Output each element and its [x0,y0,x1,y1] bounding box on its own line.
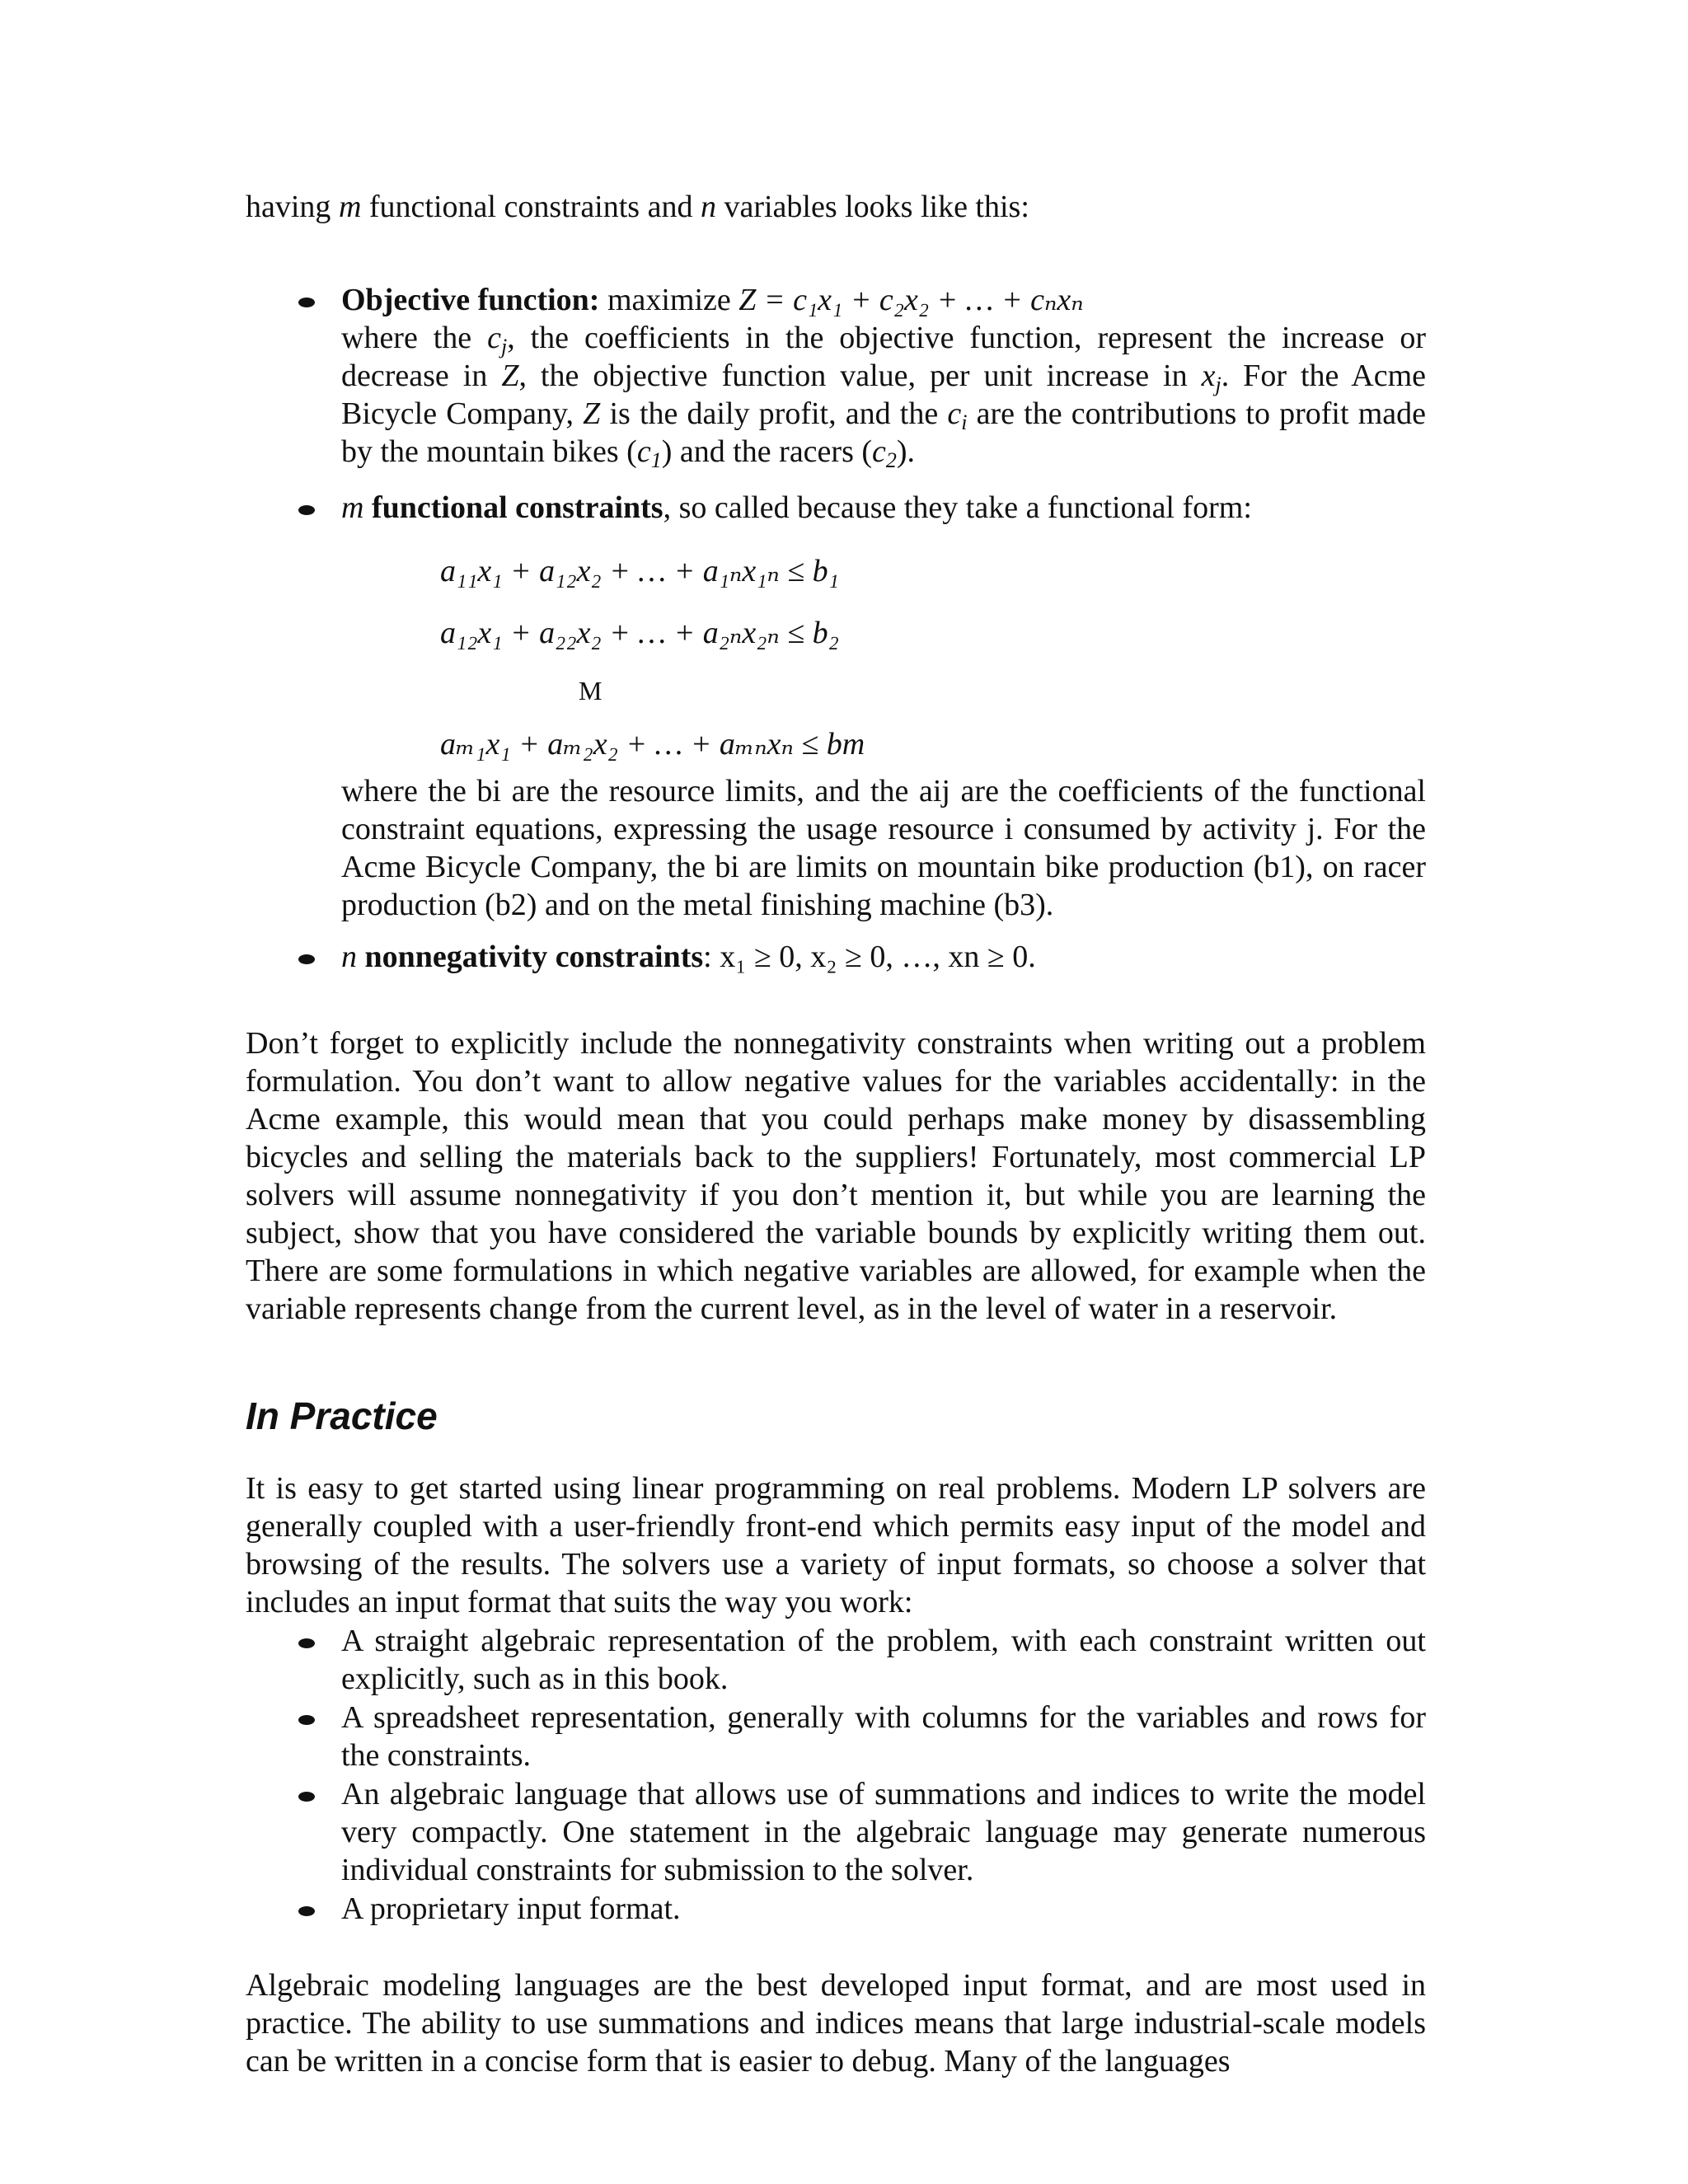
intro-text: functional constraints and [361,190,701,224]
var-x: x [1201,359,1216,393]
var-n: n [700,190,716,224]
paragraph-in-practice: It is easy to get started using linear programming on real problems. Modern LP solvers are generally coupled with a user-friendly front-end which permits easy input of the model and browsing of the results. The solvers use a variety of input formats, so choose a solver that includes an input format that suits the way you work: [246,1471,1426,1619]
desc-text: , the objective function value, per unit increase in [518,359,1202,393]
var-m: m [341,490,364,525]
functional-label: functional constraints [363,490,663,525]
functional-bullet [341,489,1426,527]
constraint-eq-2: a₁₂x₁ + a₂₂x₂ + … + a₂ₙx₂ₙ ≤ b₂ [440,616,839,650]
desc-text: . For the Acme Bicycle Company, [341,359,1427,431]
list-item [341,1775,1426,1889]
section-heading: In Practice [246,1394,438,1437]
bullet-icon [298,1715,316,1727]
objective-formula: Z = c₁x₁ + c₂x₂ + … + cₙxₙ [738,283,1084,317]
paragraph-modeling-languages: Algebraic modeling languages are the best developed input format, and are most used in practice. The ability to use summations and indices means that large industrial-scale models can be written in a concise form that is easier to debug. Many of the languages [246,1968,1426,2079]
desc-text: is the daily profit, and the [600,396,948,431]
desc-text: ) and the racers ( [661,434,873,469]
list-item-text: A straight algebraic representation of the problem, with each constraint written out explicitly, such as in this book. [341,1624,1426,1696]
var-c: c [947,396,962,431]
objective-label: Objective function: [341,283,600,317]
list-item-text: An algebraic language that allows use of summations and indices to write the model very compactly. One statement in the algebraic language may generate numerous individual constraints for submission to the solver. [341,1777,1426,1887]
var-m: m [338,190,362,224]
var-c1: $c_1$ [636,434,662,472]
list-item [341,1699,1426,1774]
objective-bullet [341,281,1426,471]
desc-text: ). [896,434,916,469]
list-item-text: A proprietary input format. [341,1891,681,1926]
objective-description [341,319,1426,471]
nonneg-bullet [341,938,1426,976]
var-c: c [487,321,501,355]
functional-text: , so called because they take a functional form: [663,490,1252,525]
functional-line [341,489,1426,527]
list-item-text: A spreadsheet representation, generally with columns for the variables and rows for the constraints. [341,1700,1426,1773]
intro-text: variables looks like this: [715,190,1029,224]
functional-description: where the bi are the resource limits, and the aij are the coefficients of the functional constraint equations, expressing the usage resource i consumed by activity j. For the Acme Bicycle Company, the bi are limits on mountain bike production (b1), on racer production (b2) and on the metal finishing machine (b3). [341,774,1426,922]
nonneg-label: nonnegativity constraints [357,940,704,974]
bullet-icon [298,1792,316,1803]
bullet-icon [298,954,316,966]
paragraph-nonnegativity: Don’t forget to explicitly include the nonnegativity constraints when writing out a problem formulation. You don’t want to allow negative values for the variables accidentally: in the Acme example, this would mean that you could perhaps make money by disassembling bicycles and selling the materials back to the suppliers! Fortunately, most commercial LP solvers will assume nonnegativity if you don’t mention it, but while you are learning the subject, show that you have considered the variable bounds by explicitly writing them out. There are some formulations in which negative variables are allowed, for example when the variable represents change from the current level, as in the level of water in a reservoir. [246,1026,1426,1326]
bullet-icon [298,298,316,309]
nonneg-line [341,938,1426,976]
intro-text: having [246,190,339,224]
var-cj: $c_j$ [487,321,508,359]
bullet-icon [298,505,316,517]
var-z: Z [583,396,601,431]
desc-text: , the coefficients in the objective function, represent the increase or decrease in [341,321,1426,393]
bullet-icon [298,1906,316,1918]
var-z: Z [501,359,519,393]
constraint-eq-m: aₘ₁x₁ + aₘ₂x₂ + … + aₘₙxₙ ≤ bm [440,727,865,762]
var-n: n [341,940,357,974]
constraint-eq-1: a₁₁x₁ + a₁₂x₂ + … + a₁ₙx₁ₙ ≤ b₁ [440,554,839,588]
var-c2: $c_2$ [872,434,897,472]
list-item [341,1890,1426,1928]
nonneg-text: : x₁ ≥ 0, x₂ ≥ 0, …, xn ≥ 0. [703,940,1036,974]
var-ci: $c_i$ [947,396,968,434]
list-item [341,1622,1426,1698]
intro-sentence [246,188,1426,226]
objective-text: maximize [599,283,739,317]
desc-text: where the [341,321,488,355]
vertical-dots: M [579,676,594,705]
objective-line [341,281,1426,319]
bullet-icon [298,1638,316,1650]
desc-text: are the contributions to profit made by the mountain bikes ( [341,396,1426,469]
var-xj: $x_j$ [1201,359,1221,396]
